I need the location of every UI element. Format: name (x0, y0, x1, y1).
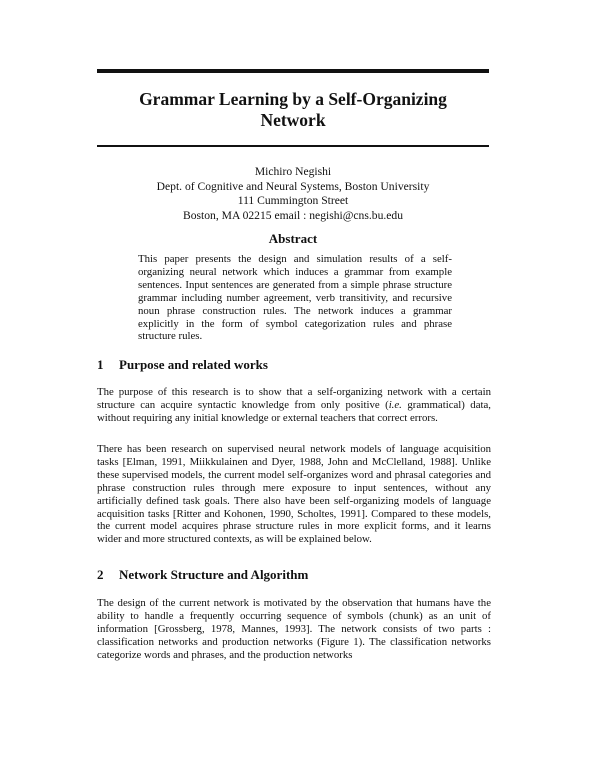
title-bottom-rule (97, 145, 489, 147)
title-top-rule (97, 69, 489, 73)
title-line-2: Network (260, 110, 326, 130)
section-2-heading (97, 567, 308, 583)
section-1-para-1-text-b: grammatical) data, without requiring any initial knowledge or external teachers that correct errors. (97, 398, 491, 424)
section-1-heading (97, 357, 268, 373)
paper-title (97, 89, 489, 131)
section-1-para-1-ie: i.e. (388, 398, 402, 411)
section-1-paragraph-2: There has been research on supervised neural network models of language acquisition tasks [Elman, 1991, Miikkulainen and Dyer, 1988, John and McClelland, 1988]. Unlike these supervised models, the current model self-organizes word and phrasal categories and phrase construction rules through mere exposure to input sentences, without any artificially defined task goals. There also have been self-organizing models of language acquisition tasks [Ritter and Kohonen, 1990, Scholtes, 1991]. Compared to these models, the current model acquires phrase structure rules in more explicit forms, and it learns wider and more structured contexts, as will be explained below. (97, 443, 491, 546)
title-line-1: Grammar Learning by a Self-Organizing (139, 89, 447, 109)
author-affiliation: Dept. of Cognitive and Neural Systems, Boston University (156, 179, 430, 193)
section-2-title: Network Structure and Algorithm (119, 567, 309, 582)
section-2-paragraph-1: The design of the current network is motivated by the observation that humans have the ability to handle a frequently occurring sequence of symbols (chunk) as an unit of information [Grossberg, 1978, Mannes, 1993]. The network consists of two parts : classification networks and production networks (Figure 1). The classification networks categorize words and phrases, and the production networks (97, 597, 491, 661)
section-1-title: Purpose and related works (119, 357, 268, 372)
author-street: 111 Cummington Street (237, 194, 349, 207)
abstract-heading: Abstract (268, 231, 318, 246)
section-1-number: 1 (97, 357, 104, 372)
section-2-number: 2 (97, 567, 104, 582)
abstract-body: This paper presents the design and simulation results of a self-organizing neural network which induces a grammar from example sentences. Input sentences are generated from a simple phrase structure grammar including number agreement, verb transitivity, and recursive noun phrase construction rules. The network induces a grammar explicitly in the form of symbol categorization rules and phrase structure rules. (138, 253, 452, 343)
section-1-paragraph-1 (97, 386, 491, 425)
section-1-para-1-text-a: The purpose of this research is to show that a self-organizing network with a certain structure can acquire syntactic knowledge from only positive ( (97, 386, 491, 411)
author-city-email: Boston, MA 02215 email : negishi@cns.bu.edu (183, 208, 403, 222)
author-name: Michiro Negishi (254, 165, 332, 178)
author-block (97, 165, 489, 223)
